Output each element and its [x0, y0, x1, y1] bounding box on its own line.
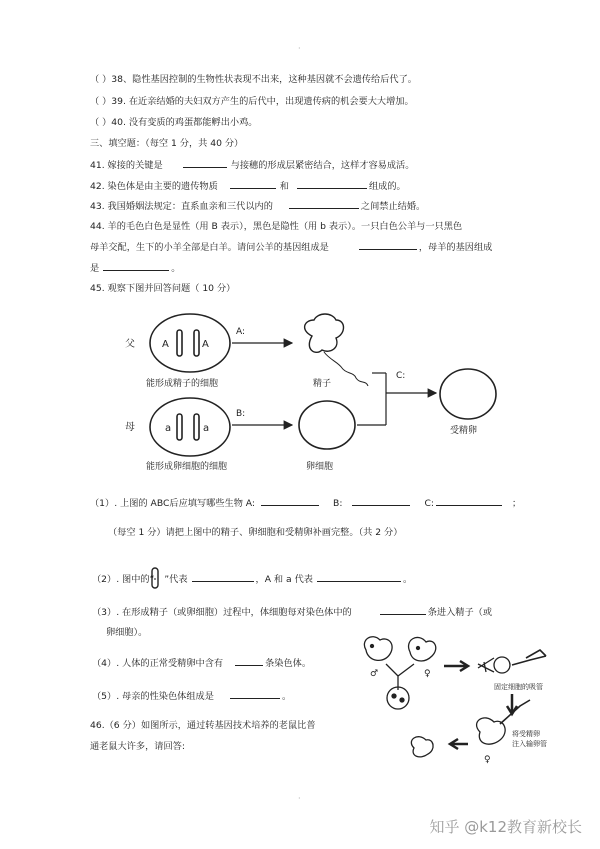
- injection-needle: [500, 700, 530, 724]
- question-45-3-line2: 卵细胞）。: [106, 627, 148, 638]
- answer-blank[interactable]: [192, 572, 254, 582]
- gene-label: a: [203, 423, 210, 434]
- section-3-heading: 三、填空题：（每空 1 分，共 40 分）: [90, 138, 244, 149]
- egg-label: 卵细胞: [306, 462, 334, 472]
- cross-lines: [386, 664, 414, 690]
- mother-label: 母: [125, 422, 135, 433]
- female-symbol: ♀: [484, 755, 491, 765]
- chromosome: [177, 330, 182, 356]
- answer-blank[interactable]: [380, 605, 426, 615]
- question-46-line1: 46.（6 分）如图所示，通过转基因技术培养的老鼠比普: [90, 720, 316, 731]
- zygote: [440, 369, 496, 419]
- question-44-line1: 44. 羊的毛色白色是显性（用 B 表示），黑色是隐性（用 b 表示）。一只白色公羊与一只黑色: [90, 221, 463, 232]
- inject-caption-1: 将受精卵: [512, 730, 540, 738]
- arrow-left: [450, 739, 468, 749]
- question-45-title: 45. 观察下图并回答问题（ 10 分）: [90, 283, 236, 294]
- zygote-label: 受精卵: [450, 426, 478, 436]
- question-42: 42. 染色体是由主要的遗传物质 和 组成的。: [90, 181, 406, 192]
- question-45-2: （2）. 图中的“ ”代表 ，A 和 a 代表 。: [92, 574, 413, 585]
- mouse-icon: [477, 718, 506, 744]
- question-44-line2: 母羊交配，生下的小羊全部是白羊。请问公羊的基因组成是 ，母羊的基因组成: [90, 242, 493, 253]
- mouse-icon: [411, 737, 433, 757]
- question-46-line2: 通老鼠大许多，请回答:: [90, 741, 185, 752]
- mouse-icon: [409, 637, 436, 660]
- chromosome: [177, 414, 182, 440]
- arrow-a-label: A:: [236, 327, 246, 337]
- arrow-b-label: B:: [236, 409, 246, 419]
- egg-cell: [299, 401, 355, 449]
- question-39: （ ）39. 在近亲结婚的夫妇双方产生的后代中，出现遗传病的机会要大大增加。: [90, 96, 414, 107]
- male-symbol: ♂: [370, 669, 379, 679]
- question-45-1: （1）. 上图的 ABC后应填写哪些生物 A: B: C: ；: [90, 498, 522, 509]
- question-45-5: （5）. 母亲的性染色体组成是 。: [92, 691, 292, 702]
- gene-label: a: [165, 423, 172, 434]
- fertilized-egg: [387, 687, 409, 709]
- mother-cell-label: 能形成卵细胞的细胞: [146, 462, 228, 472]
- question-44-line3: 是 。: [90, 263, 181, 274]
- question-45-1-line2: （每空 1 分）请把上图中的精子、卵细胞和受精卵补画完整。（共 2 分）: [108, 527, 403, 538]
- father-label: 父: [125, 339, 135, 350]
- question-45-4: （4）. 人体的正常受精卵中含有 条染色体。: [92, 658, 312, 669]
- arrow-c-label: C:: [396, 371, 406, 381]
- chromosome: [194, 414, 199, 440]
- answer-blank[interactable]: [352, 496, 410, 506]
- chromosome: [194, 330, 199, 356]
- father-cell-label: 能形成精子的细胞: [146, 379, 219, 389]
- sperm-head: [305, 314, 344, 352]
- question-38: （ ）38、隐性基因控制的生物性状表现不出来，这种基因就不会遗传给后代了。: [90, 74, 417, 85]
- watermark: 知乎 @k12教育新校长: [429, 818, 582, 836]
- mother-cell: [150, 398, 230, 456]
- egg-in-pipette: [494, 657, 510, 673]
- gene-label: A: [202, 339, 209, 350]
- pipette-caption: 固定细胞的吸管: [494, 683, 543, 691]
- gene-label: A: [162, 339, 169, 350]
- question-40: （ ）40. 没有变质的鸡蛋都能孵出小鸡。: [90, 117, 258, 128]
- answer-blank[interactable]: [261, 496, 319, 506]
- mouse-icon: [364, 637, 392, 661]
- pipette: [478, 658, 494, 672]
- transgenic-mouse-figure: [364, 637, 547, 765]
- needle: [512, 650, 546, 665]
- answer-blank[interactable]: [436, 496, 502, 506]
- question-45-3: （3）. 在形成精子（或卵细胞）过程中，体细胞每对染色体中的 条进入精子（或: [92, 607, 493, 618]
- inject-caption-2: 注入输卵管: [512, 740, 547, 748]
- arrow-right: [444, 661, 468, 671]
- answer-blank[interactable]: [317, 572, 401, 582]
- sperm-label: 精子: [313, 379, 332, 389]
- header-dot: ·: [298, 44, 301, 53]
- answer-blank[interactable]: [230, 689, 280, 699]
- question-43: 43. 我国婚姻法规定：直系血亲和三代以内的 之间禁止结婚。: [90, 201, 426, 212]
- question-41: 41. 嫁接的关键是 与接穗的形成层紧密结合，这样才容易成活。: [90, 160, 415, 171]
- answer-blank[interactable]: [235, 656, 263, 666]
- female-symbol: ♀: [424, 669, 431, 679]
- footer-dot: ·: [298, 794, 301, 803]
